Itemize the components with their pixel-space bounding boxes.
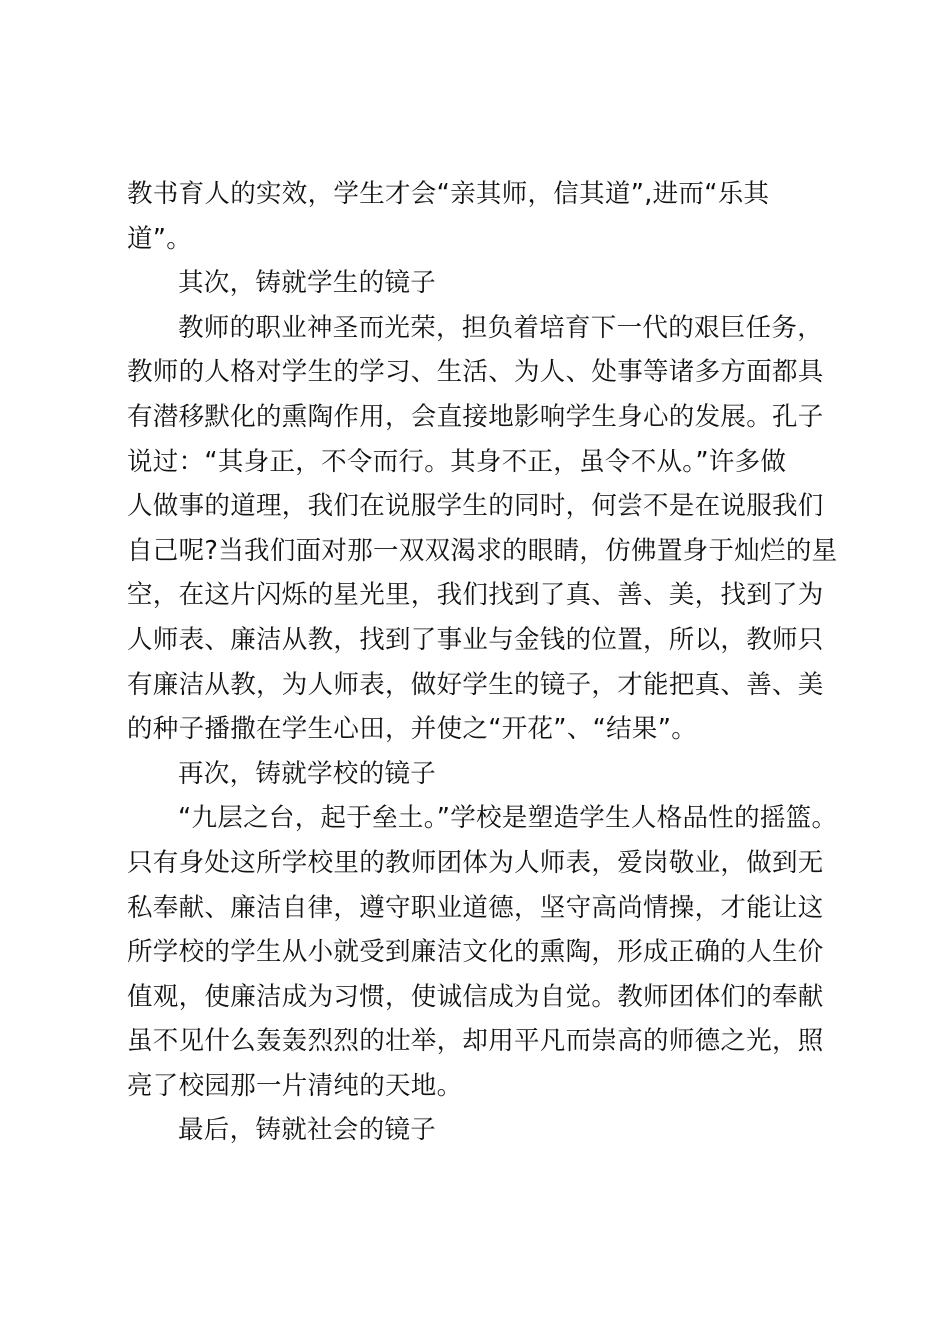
text-line: 空，在这片闪烁的星光里，我们找到了真、善、美，找到了为 (127, 580, 824, 611)
text-line: “九层之台，起于垒土。”学校是塑造学生人格品性的摇篮。 (178, 803, 838, 834)
text-line: 教师的职业神圣而光荣，担负着培育下一代的艰巨任务， (178, 312, 824, 343)
text-line: 自己呢?当我们面对那一双双渴求的眼睛，仿佛置身于灿烂的星 (127, 535, 838, 566)
body-text (127, 172, 837, 1153)
text-line: 有廉洁从教，为人师表，做好学生的镜子，才能把真、善、美 (127, 669, 824, 700)
text-line: 所学校的学生从小就受到廉洁文化的熏陶，形成正确的人生价 (127, 937, 824, 968)
text-line: 私奉献、廉洁自律，遵守职业道德，坚守高尚情操，才能让这 (127, 892, 824, 923)
section-heading-school: 再次，铸就学校的镜子 (178, 758, 437, 789)
text-line: 说过：“其身正，不令而行。其身不正，虽令不从。”许多做 (127, 446, 787, 477)
text-line: 人做事的道理，我们在说服学生的同时，何尝不是在说服我们 (127, 491, 824, 522)
text-line: 有潜移默化的熏陶作用，会直接地影响学生身心的发展。孔子 (127, 401, 824, 432)
text-line: 的种子播撒在学生心田，并使之“开花”、“结果”。 (127, 714, 698, 745)
text-line: 人师表、廉洁从教，找到了事业与金钱的位置，所以，教师只 (127, 624, 824, 655)
text-line: 值观，使廉洁成为习惯，使诚信成为自觉。教师团体们的奉献 (127, 981, 824, 1012)
text-line: 亮了校园那一片清纯的天地。 (127, 1070, 463, 1101)
text-line: 道”。 (127, 223, 193, 254)
section-heading-students: 其次，铸就学生的镜子 (178, 268, 437, 299)
text-line: 只有身处这所学校里的教师团体为人师表，爱岗敬业，做到无 (127, 847, 824, 878)
text-line: 虽不见什么轰轰烈烈的壮举，却用平凡而崇高的师德之光，照 (127, 1026, 824, 1057)
section-heading-society: 最后，铸就社会的镜子 (178, 1115, 437, 1146)
text-line: 教书育人的实效，学生才会“亲其师，信其道”,进而“乐其 (127, 179, 770, 209)
text-line: 教师的人格对学生的学习、生活、为人、处事等诸多方面都具 (127, 357, 824, 388)
